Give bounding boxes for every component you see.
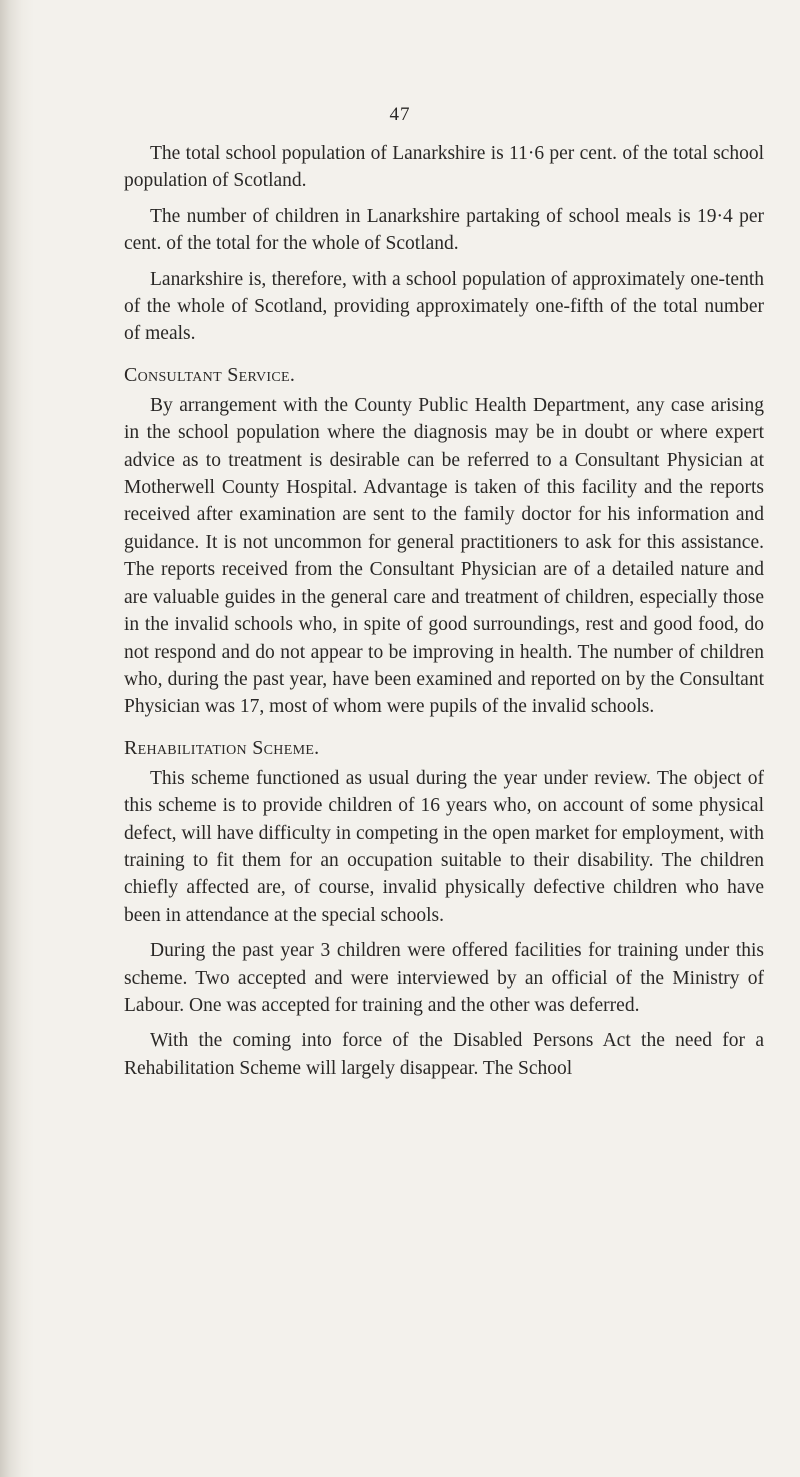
page-body bbox=[124, 140, 764, 1090]
rehabilitation-paragraph-1: This scheme functioned as usual during the year under review. The object of this scheme is to provide children of 16 years who, on account of some physical defect, will have difficulty in competing in the open market for employment, with training to fit them for an occupation suitable to their disability. The children chiefly affected are, of course, invalid physically defective children who have been in attendance at the special schools. bbox=[124, 767, 764, 926]
intro-paragraph-3: Lanarkshire is, therefore, with a school population of approximately one-tenth of the whole of Scotland, providing approximately one-fifth of the total number of meals. bbox=[124, 268, 764, 345]
rehabilitation-paragraph-3: With the coming into force of the Disabled Persons Act the need for a Rehabilitation Scheme will largely disappear. The School bbox=[124, 1030, 764, 1079]
intro-paragraph-2: The number of children in Lanarkshire partaking of school meals is 19·4 per cent. of the total for the whole of Scotland. bbox=[124, 205, 764, 255]
intro-paragraph-1: The total school population of Lanarkshire is 11·6 per cent. of the total school population of Scotland. bbox=[124, 143, 764, 192]
consultant-service-heading: Consultant Service. bbox=[124, 363, 296, 386]
rehabilitation-scheme-heading: Rehabilitation Scheme. bbox=[124, 736, 320, 759]
consultant-service-paragraph: By arrangement with the County Public Health Department, any case arising in the school population where the diagnosis may be in doubt or where expert advice as to treatment is desirable can be referred to a Consultant Physician at Motherwell County Hospital. Advantage is taken of this facility and the reports received after examination are sent to the family doctor for his information and guidance. It is not uncommon for general practitioners to ask for this assistance. The reports received from the Consultant Physician are of a detailed nature and are valuable guides in the general care and treatment of children, especially those in the invalid schools who, in spite of good surroundings, rest and good food, do not respond and do not appear to be improving in health. The number of children who, during the past year, have been examined and reported on by the Consultant Physician was 17, most of whom were pupils of the invalid schools. bbox=[124, 394, 764, 718]
page-number: 47 bbox=[389, 104, 411, 125]
rehabilitation-paragraph-2: During the past year 3 children were offered facilities for training under this scheme. Two accepted and were interviewed by an official of the Ministry of Labour. One was accepted for training and the other was deferred. bbox=[124, 940, 764, 1016]
page-binding-shadow bbox=[0, 0, 34, 1477]
